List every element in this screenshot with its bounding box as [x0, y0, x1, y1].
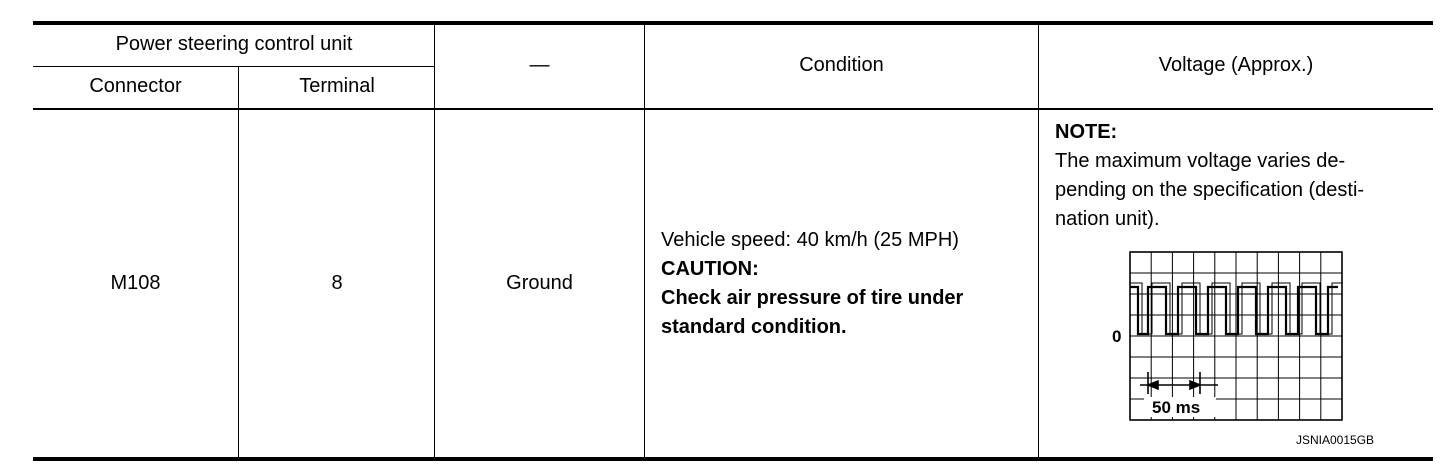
- header-terminal: Terminal: [299, 75, 375, 97]
- header-voltage: Voltage (Approx.): [1158, 54, 1314, 76]
- note-title: NOTE:: [1055, 121, 1118, 143]
- table-top-rule: [33, 21, 1433, 25]
- zero-level-label: 0: [1112, 327, 1122, 346]
- col-divider-condition: [1038, 25, 1039, 457]
- waveform-figure: [1100, 250, 1360, 425]
- col-divider-connector: [238, 66, 239, 457]
- table-bottom-rule: [33, 457, 1433, 461]
- caution-text-line-1: Check air pressure of tire under: [661, 287, 964, 309]
- cell-condition: [661, 226, 1031, 342]
- cell-terminal: 8: [331, 272, 343, 294]
- scope-grid: [1130, 252, 1342, 420]
- note-line-1: The maximum voltage varies de-: [1055, 150, 1346, 172]
- header-condition: Condition: [799, 54, 884, 76]
- cell-connector: M108: [110, 272, 161, 294]
- cell-voltage-note: [1055, 118, 1425, 234]
- subheader-rule: [33, 66, 435, 67]
- header-bottom-rule: [33, 108, 1433, 110]
- cell-ground: Ground: [506, 272, 573, 294]
- note-line-3: nation unit).: [1055, 208, 1160, 230]
- caution-title: CAUTION:: [661, 258, 759, 280]
- figure-id: JSNIA0015GB: [1296, 433, 1375, 447]
- condition-speed: Vehicle speed: 40 km/h (25 MPH): [661, 229, 959, 251]
- header-connector: Connector: [89, 75, 182, 97]
- note-line-2: pending on the specification (desti-: [1055, 179, 1365, 201]
- header-group-label: Power steering control unit: [115, 33, 353, 55]
- header-dash: —: [529, 54, 550, 76]
- col-divider-dash: [644, 25, 645, 457]
- caution-text-line-2: standard condition.: [661, 316, 847, 338]
- time-scale-label: 50 ms: [1152, 398, 1201, 417]
